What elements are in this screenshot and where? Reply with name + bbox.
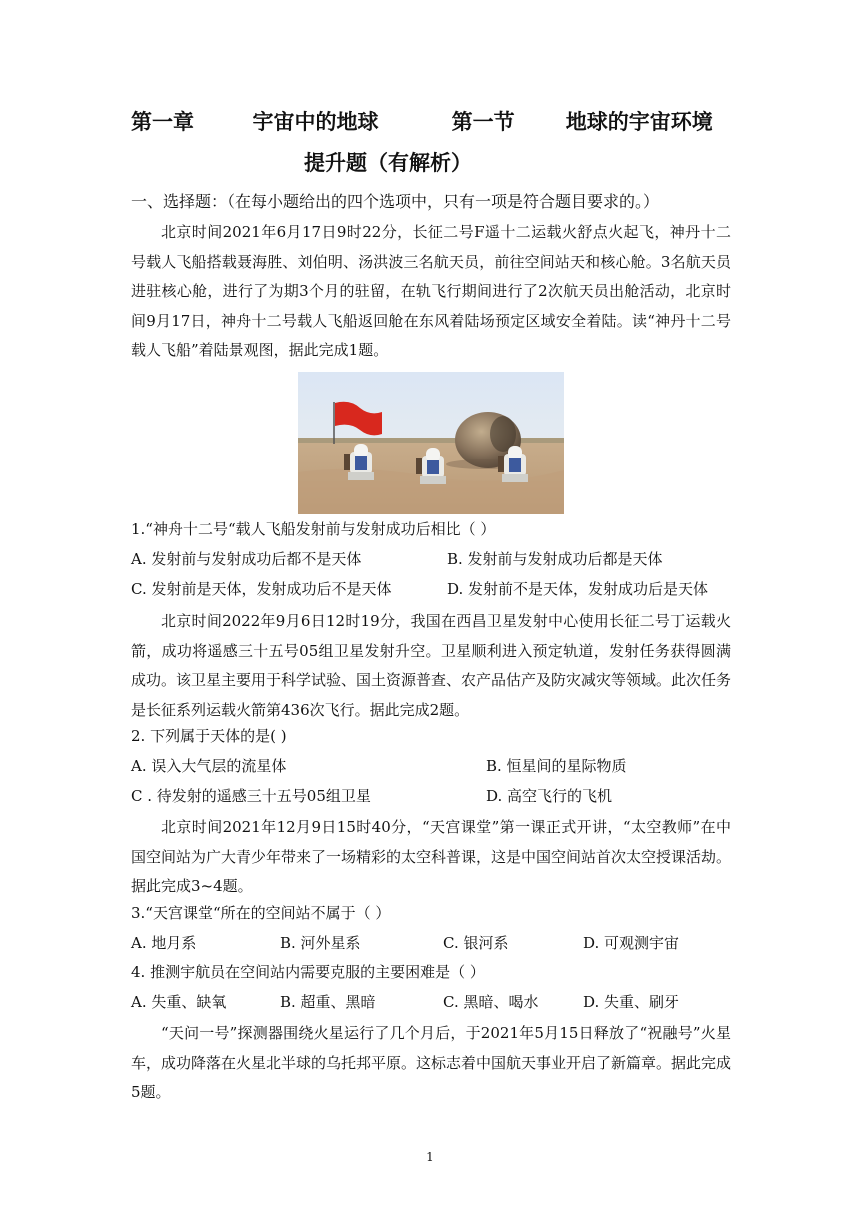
passage-4: “天问一号”探测器围绕火星运行了几个月后，于2021年5月15日释放了“祝融号”火星车，成功降落在火星北半球的乌托邦平原。这标志着中国航天事业开启了新篇章。据此完成5题。 [131,1024,732,1101]
question-1-option-a: A. 发射前与发射成功后都不是天体 [131,550,362,568]
question-3-option-d: D. 可观测宇宙 [583,934,680,952]
question-1-stem: 1.“神舟十二号“载人飞船发射前与发射成功后相比（ ） [131,520,496,538]
passage-2: 北京时间2022年9月6日12时19分，我国在西昌卫星发射中心使用长征二号丁运载火箭，成功将遥感三十五号05组卫星发射升空。卫星顺利进入预定轨道，发射任务获得圆满成功。该卫星主要用于科学试验、国土资源普查、农产品估产及防灾减灾等领域。此次任务是长征系列运载火箭第436次飞行。据此完成2题。 [131,612,732,719]
question-4-option-c: C. 黑暗、喝水 [443,993,539,1011]
question-1-option-d: D. 发射前不是天体，发射成功后是天体 [447,580,709,598]
question-4-option-a: A. 失重、缺氧 [131,993,227,1011]
chapter-title: 第一章 宇宙中的地球 第一节 地球的宇宙环境 [131,110,713,134]
question-4-option-d: D. 失重、刷牙 [583,993,680,1011]
question-3-option-c: C. 银河系 [443,934,509,952]
question-3-option-a: A. 地月系 [131,934,197,952]
question-2-stem: 2. 下列属于天体的是( ) [131,727,287,745]
question-2-option-c: C . 待发射的遥感三十五号05组卫星 [131,787,371,805]
passage-1: 北京时间2021年6月17日9时22分，长征二号F遥十二运载火舒点火起飞，神丹十二号载人飞船搭载聂海胜、刘伯明、汤洪波三名航天员，前往空间站天和核心舱。3名航天员进驻核心舱，进行了为期3个月的驻留，在轨飞行期间进行了2次航天员出舱活动，北京时间9月17日，神舟十二号载人飞船返回舱在东风着陆场预定区域安全着陆。读“神丹十二号载人飞船”着陆景观图，据此完成1题。 [131,223,731,359]
question-1-option-b: B. 发射前与发射成功后都是天体 [447,550,663,568]
question-4-option-b: B. 超重、黑暗 [280,993,376,1011]
question-2-option-a: A. 误入大气层的流星体 [131,757,287,775]
question-2-option-b: B. 恒星间的星际物质 [486,757,627,775]
passage-3: 北京时间2021年12月9日15时40分，“天宫课堂”第一课正式开讲，“太空教师”在中国空间站为广大青少年带来了一场精彩的太空科普课，这是中国空间站首次太空授课活劫。据此完成3~4题。 [131,818,732,895]
question-4-stem: 4. 推测宇航员在空间站内需要克服的主要困难是（ ） [131,963,485,981]
question-3-option-b: B. 河外星系 [280,934,361,952]
question-3-stem: 3.“天宫课堂“所在的空间站不属于（ ） [131,904,391,922]
section-heading: 一、选择题：（在每小题给出的四个选项中，只有一项是符合题目要求的。） [131,192,660,211]
question-1-option-c: C. 发射前是天体，发射成功后不是天体 [131,580,392,598]
chapter-subtitle: 提升题（有解析） [304,151,472,175]
page-number: 1 [426,1150,434,1164]
landing-photo [298,372,564,514]
question-2-option-d: D. 高空飞行的飞机 [486,787,613,805]
